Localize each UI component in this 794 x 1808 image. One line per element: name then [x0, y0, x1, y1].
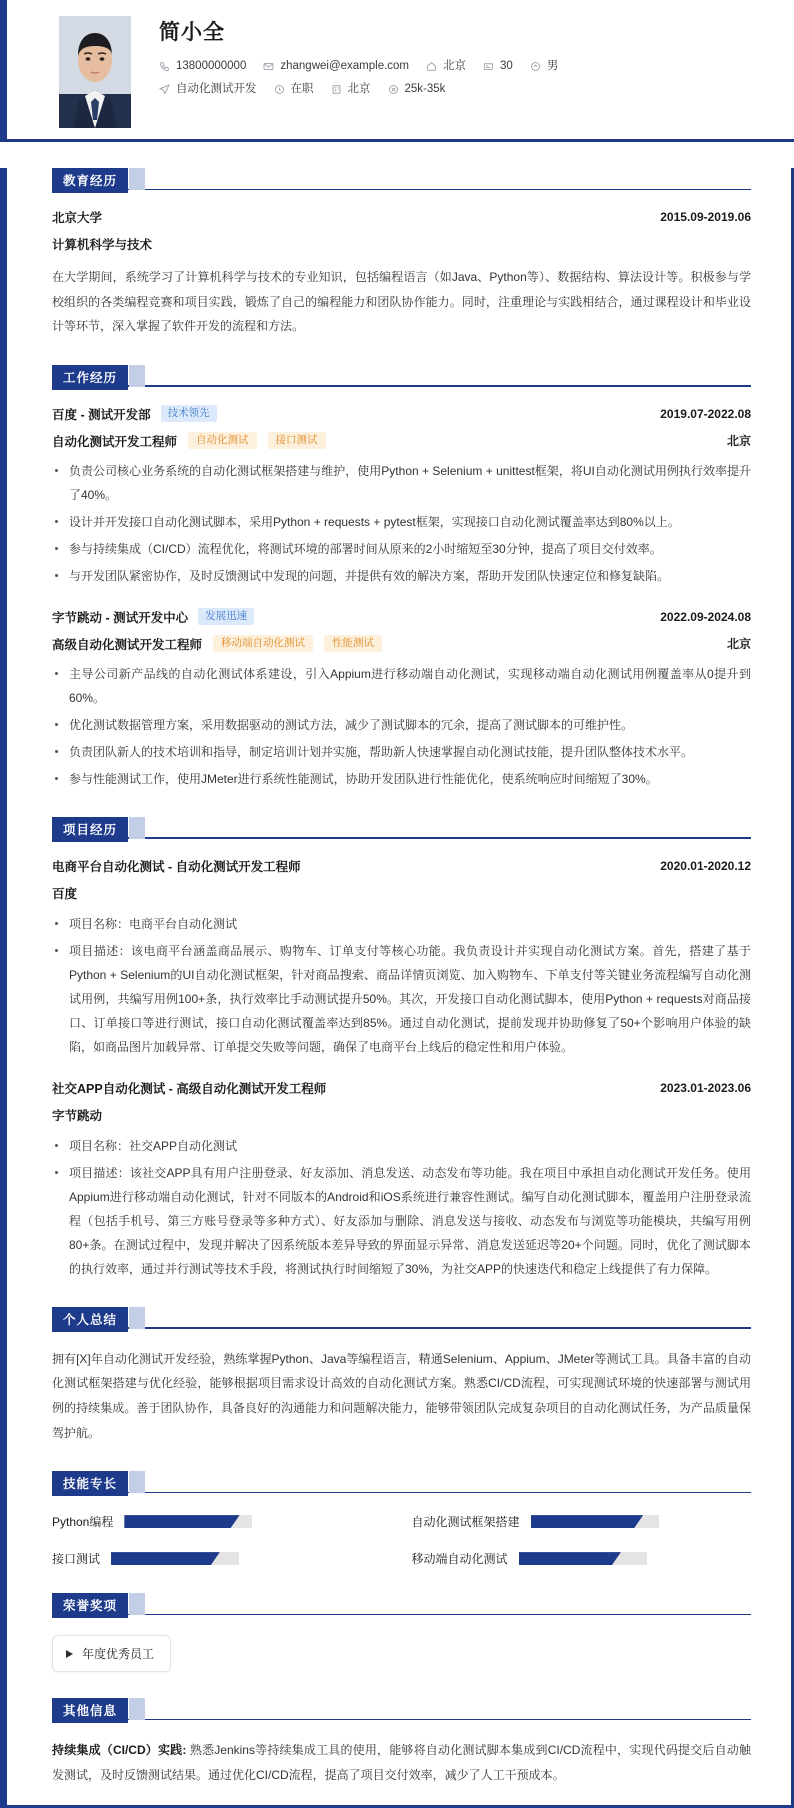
section-rule [52, 1719, 751, 1721]
skill-tag: 性能测试 [324, 635, 382, 652]
work-city-value: 北京 [347, 82, 371, 95]
contact-city [426, 61, 466, 73]
work-location: 北京 [726, 637, 751, 652]
section-header-summary [52, 1307, 751, 1329]
award-list [52, 1633, 751, 1672]
contact-gender-value: 男 [546, 60, 559, 73]
education-entry-head [52, 208, 751, 226]
section-title-awards: 荣誉奖项 [52, 1593, 128, 1618]
section-accent [129, 1593, 145, 1615]
section-accent [129, 1698, 145, 1720]
job-title: 自动化测试开发工程师 [52, 434, 178, 449]
section-header-work [52, 365, 751, 387]
contact-gender [530, 61, 559, 73]
work-date: 2022.09-2024.08 [660, 609, 751, 624]
list-item: 项目描述：该电商平台涵盖商品展示、购物车、订单支付等核心功能。我负责设计并实现自动化测试方案。首先，搭建了基于Python + Selenium的UI自动化测试框架，针对商品搜索、商品详情页浏览、加入购物车、下单支付等关键业务流程编写自动化测试用例，共编写用例100+条，执行效率比手动测试提升50%。其次，开发接口自动化测试脚本，使用Python + requests对商品接口、订单接口等进行测试，接口自动化测试覆盖率达到85%。通过自动化测试，提前发现并协助修复了50+个影响用户体验的缺陷，如商品图片加载异常、订单提交失败等问题，确保了电商平台上线后的稳定性和用户体验。 [52, 939, 751, 1059]
skill-tag: 自动化测试 [188, 432, 257, 449]
section-rule [52, 1492, 751, 1494]
section-title-projects: 项目经历 [52, 817, 128, 842]
salary-icon [388, 84, 399, 95]
status-icon [274, 84, 285, 95]
section-rule [52, 189, 751, 191]
work-bullets [52, 459, 751, 588]
contact-email-value: zhangwei@example.com [280, 60, 410, 73]
other-info-text: 熟悉Jenkins等持续集成工具的使用，能够将自动化测试脚本集成到CI/CD流程中，实现代码提交后自动触发测试，及时反馈测试结果。通过优化CI/CD流程，提高了项目交付效率，减少了人工干预成本。 [52, 1743, 752, 1782]
company-tag: 技术领先 [161, 405, 217, 422]
section-other [7, 1698, 791, 1787]
contact-age-value: 30 [500, 60, 513, 73]
other-info-label: 持续集成（CI/CD）实践: [52, 1743, 187, 1758]
section-header-other [52, 1698, 751, 1720]
section-title-work: 工作经历 [52, 365, 128, 390]
skill-label: 移动端自动化测试 [411, 1552, 508, 1567]
job-status-value: 在职 [290, 82, 314, 95]
education-entry [52, 208, 751, 339]
resume-body [0, 168, 794, 1808]
contact-row-primary [159, 61, 794, 73]
list-item: 负责团队新人的技术培训和指导，制定培训计划并实施，帮助新人快速掌握自动化测试技能，提升团队整体技术水平。 [52, 740, 751, 764]
list-item: 优化测试数据管理方案，采用数据驱动的测试方法，减少了测试脚本的冗余，提高了测试脚本的可维护性。 [52, 713, 751, 737]
section-rule [52, 1327, 751, 1329]
work-entry-head [52, 608, 751, 626]
skill-label: 自动化测试框架搭建 [411, 1515, 520, 1530]
section-accent [129, 1471, 145, 1493]
award-card[interactable] [52, 1635, 171, 1672]
project-bullets [52, 912, 751, 1059]
work-bullets [52, 662, 751, 791]
work-company-group [52, 608, 254, 626]
section-rule [52, 385, 751, 387]
skill-label: 接口测试 [52, 1552, 101, 1567]
section-summary [7, 1307, 791, 1445]
building-icon [331, 84, 342, 95]
company-name: 百度 - 测试开发部 [52, 407, 151, 422]
header-details [159, 14, 794, 106]
mail-icon [263, 61, 274, 72]
project-entry [52, 857, 751, 1059]
work-entry [52, 405, 751, 588]
project-entry-head [52, 1079, 751, 1097]
project-date: 2023.01-2023.06 [660, 1080, 751, 1095]
company-tag: 发展迅速 [198, 608, 254, 625]
skill-progress-fill [124, 1515, 239, 1528]
job-intent [159, 84, 257, 96]
work-position-group [52, 635, 382, 653]
work-entry-head [52, 405, 751, 423]
list-item: 负责公司核心业务系统的自动化测试框架搭建与维护，使用Python + Selenium + unittest框架，将UI自动化测试用例执行效率提升了40%。 [52, 459, 751, 507]
section-projects [7, 817, 791, 1281]
skill-item [52, 1513, 392, 1530]
resume-header [0, 0, 794, 142]
list-item: 项目名称：电商平台自动化测试 [52, 912, 751, 936]
award-label: 年度优秀员工 [82, 1647, 155, 1662]
skill-item [52, 1550, 392, 1567]
section-accent [129, 1307, 145, 1329]
contact-phone-value: 13800000000 [176, 60, 247, 73]
section-accent [129, 365, 145, 387]
skill-tag: 接口测试 [268, 432, 326, 449]
education-major: 计算机科学与技术 [52, 238, 153, 252]
skill-progress-fill [519, 1552, 621, 1565]
section-accent [129, 168, 145, 190]
education-date: 2015.09-2019.06 [660, 210, 751, 224]
skill-item [412, 1550, 752, 1567]
list-item: 参与性能测试工作，使用JMeter进行系统性能测试，协助开发团队进行性能优化，使系统响应时间缩短了30%。 [52, 767, 751, 791]
contact-age [483, 61, 513, 73]
section-title-other: 其他信息 [52, 1698, 128, 1723]
section-awards [7, 1593, 791, 1672]
work-location: 北京 [726, 434, 751, 449]
contact-phone [159, 61, 246, 73]
section-rule [52, 1614, 751, 1616]
gender-icon [530, 61, 541, 72]
section-title-skills: 技能专长 [52, 1471, 128, 1496]
skill-progress-track [531, 1515, 659, 1528]
other-info-paragraph [52, 1738, 751, 1787]
skill-progress-track [124, 1515, 252, 1528]
project-title: 社交APP自动化测试 - 高级自动化测试开发工程师 [52, 1081, 327, 1096]
list-item: 设计并开发接口自动化测试脚本，采用Python + requests + pytest框架，实现接口自动化测试覆盖率达到80%以上。 [52, 510, 751, 534]
work-position-row [52, 432, 751, 450]
work-company-group [52, 405, 217, 423]
work-position-row [52, 635, 751, 653]
section-header-projects [52, 817, 751, 839]
section-header-education [52, 168, 751, 190]
contact-row-secondary [159, 84, 794, 96]
project-date: 2020.01-2020.12 [660, 858, 751, 873]
skills-grid [52, 1511, 751, 1567]
salary-value: 25k-35k [404, 82, 446, 95]
job-status [274, 84, 314, 96]
job-intent-value: 自动化测试开发 [176, 82, 257, 95]
project-entry-head [52, 857, 751, 875]
work-date: 2019.07-2022.08 [660, 406, 751, 421]
section-header-awards [52, 1593, 751, 1615]
avatar [59, 16, 131, 128]
play-triangle-icon [66, 1650, 73, 1658]
school-name: 北京大学 [52, 211, 103, 225]
project-bullets [52, 1134, 751, 1281]
section-skills [7, 1471, 791, 1567]
contact-city-value: 北京 [443, 60, 467, 73]
section-education [7, 168, 791, 339]
skill-progress-track [111, 1552, 239, 1565]
work-city [331, 84, 371, 96]
contact-email [263, 61, 409, 73]
job-title: 高级自动化测试开发工程师 [52, 637, 203, 652]
skill-progress-fill [111, 1552, 220, 1565]
work-position-group [52, 432, 326, 450]
send-icon [159, 84, 170, 95]
skill-item [412, 1513, 752, 1530]
project-company: 百度 [52, 886, 78, 901]
list-item: 参与持续集成（CI/CD）流程优化，将测试环境的部署时间从原来的2小时缩短至30分钟，提高了项目交付效率。 [52, 537, 751, 561]
section-work [7, 365, 791, 791]
section-header-skills [52, 1471, 751, 1493]
work-entry [52, 608, 751, 791]
skill-progress-track [519, 1552, 647, 1565]
salary-expectation [388, 84, 446, 96]
section-accent [129, 817, 145, 839]
section-rule [52, 837, 751, 839]
project-company: 字节跳动 [52, 1108, 103, 1123]
summary-text: 拥有[X]年自动化测试开发经验，熟练掌握Python、Java等编程语言，精通Selenium、Appium、JMeter等测试工具。具备丰富的自动化测试框架搭建与优化经验，能够根据项目需求设计高效的自动化测试方案。熟悉CI/CD流程，可实现测试环境的快速部署与测试用例的持续集成。善于团队协作，具备良好的沟通能力和问题解决能力，能够带领团队完成复杂项目的自动化测试任务，为产品质量保驾护航。 [52, 1351, 751, 1440]
section-title-summary: 个人总结 [52, 1307, 128, 1332]
phone-icon [159, 61, 170, 72]
project-title: 电商平台自动化测试 - 自动化测试开发工程师 [52, 859, 301, 874]
skill-tag: 移动端自动化测试 [213, 635, 313, 652]
candidate-name: 简小全 [159, 21, 225, 44]
list-item: 项目名称：社交APP自动化测试 [52, 1134, 751, 1158]
education-description: 在大学期间，系统学习了计算机科学与技术的专业知识，包括编程语言（如Java、Python等）、数据结构、算法设计等。积极参与学校组织的各类编程竞赛和项目实践，锻炼了自己的编程能力和团队协作能力。同时，注重理论与实践相结合，通过课程设计和毕业设计等环节，深入掌握了软件开发的流程和方法。 [52, 270, 751, 334]
company-name: 字节跳动 - 测试开发中心 [52, 610, 189, 625]
id-card-icon [483, 61, 494, 72]
skill-progress-fill [531, 1515, 644, 1528]
home-icon [426, 61, 437, 72]
section-title-education: 教育经历 [52, 168, 128, 193]
list-item: 与开发团队紧密协作，及时反馈测试中发现的问题，并提供有效的解决方案，帮助开发团队快速定位和修复缺陷。 [52, 564, 751, 588]
list-item: 主导公司新产品线的自动化测试体系建设，引入Appium进行移动端自动化测试，实现移动端自动化测试用例覆盖率从0提升到60%。 [52, 662, 751, 710]
list-item: 项目描述：该社交APP具有用户注册登录、好友添加、消息发送、动态发布等功能。我在项目中承担自动化测试开发任务。使用Appium进行移动端自动化测试，针对不同版本的Android和iOS系统进行兼容性测试。编写自动化测试脚本，覆盖用户注册登录流程（包括手机号、第三方账号登录等多种方式）、好友添加与删除、消息发送与接收、动态发布与浏览等功能模块，共编写用例80+条。在测试过程中，发现并解决了因系统版本差异导致的界面显示异常、消息发送延迟等20+个问题。同时，优化了测试脚本的执行效率，通过并行测试等技术手段，将测试执行时间缩短了30%，为社交APP的快速迭代和稳定上线提供了有力保障。 [52, 1161, 751, 1281]
skill-label: Python编程 [52, 1515, 114, 1530]
project-entry [52, 1079, 751, 1281]
